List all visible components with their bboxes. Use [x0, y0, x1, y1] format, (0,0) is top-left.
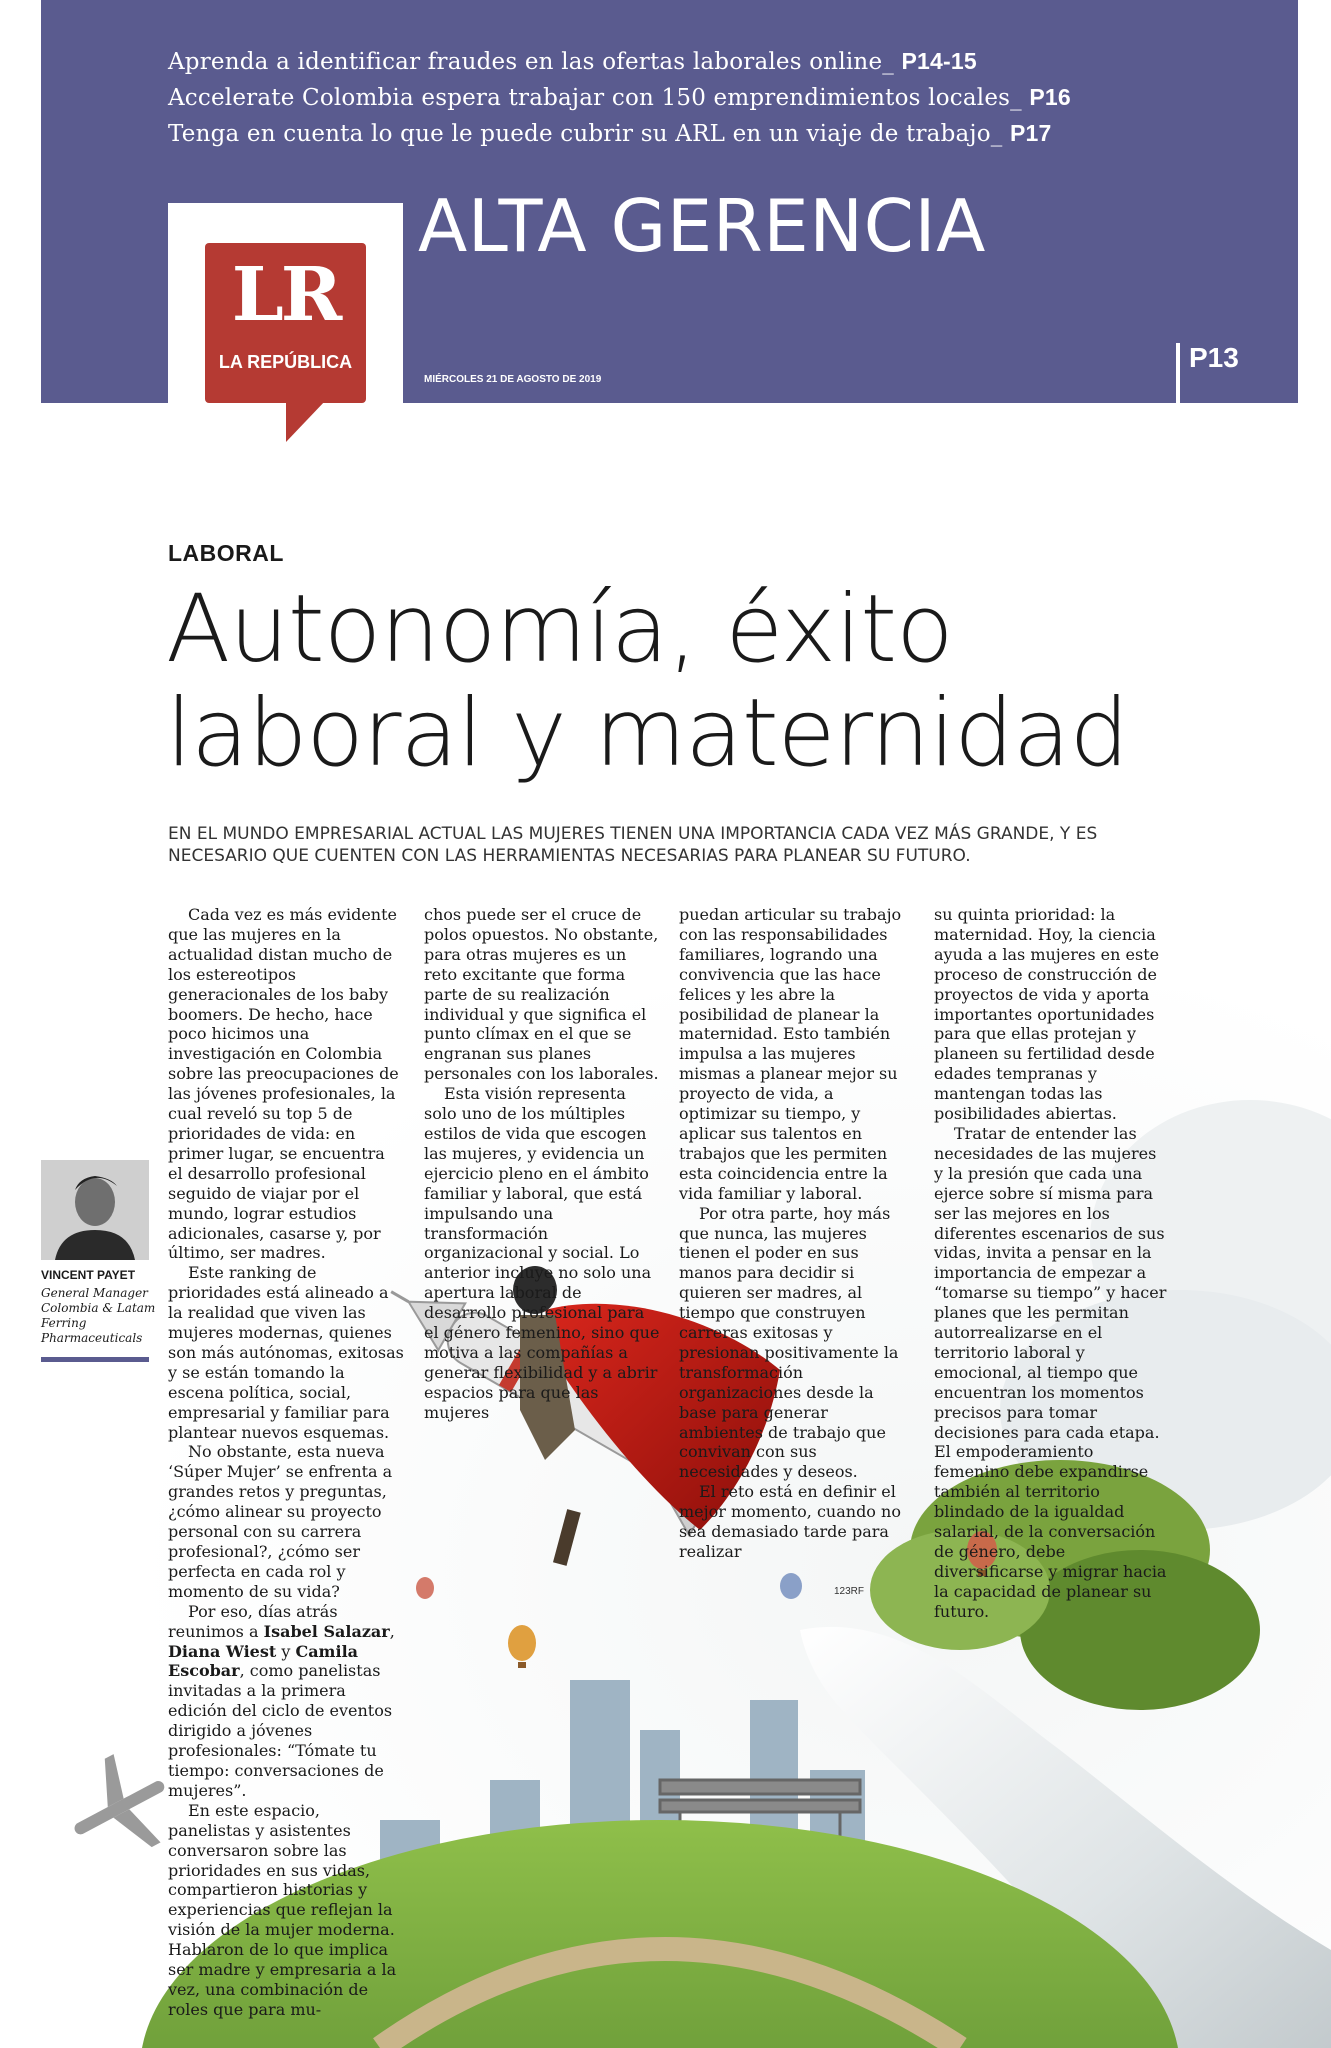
author-photo: [41, 1160, 149, 1260]
panelist-name: Diana Wiest: [168, 1641, 277, 1661]
article-column-2: [424, 905, 660, 1423]
paragraph: En este espacio, panelistas y asistentes conversaron sobre las prioridades en sus vidas, compartieron historias y experiencias que reflejan la visión de la mujer moderna. Hablaron de lo que implica ser madre y empresaria a la vez, una combinación de roles que para mu-: [168, 1800, 397, 2019]
paragraph: No obstante, esta nueva ‘Súper Mujer’ se enfrenta a grandes retos y preguntas, ¿cómo alinear su proyecto personal con su carrera profesional?, ¿cómo ser perfecta en cada rol y momento de su vida?: [168, 1442, 393, 1601]
teaser-accelerate[interactable]: Accelerate Colombia espera trabajar con 150 emprendimientos locales_ P16: [168, 84, 1071, 111]
author-title: General Manager Colombia & Latam Ferring Pharmaceuticals: [41, 1286, 156, 1345]
paragraph: Esta visión representa solo uno de los múltiples estilos de vida que escogen las mujeres, y evidencia un ejercicio pleno en el ámbito familiar y laboral, que está impulsando una transformación organizacional y social. Lo anterior incluye no solo una apertura laboral de desarrollo profesional para el género femenino, sino que motiva a las compañías a generar flexibilidad y a abrir espacios para que las mujeres: [424, 1084, 660, 1422]
logo-speech-tail: [286, 400, 326, 442]
paragraph: chos puede ser el cruce de polos opuestos. No obstante, para otras mujeres es un reto excitante que forma parte de su realización individual y que significa el punto clímax en el que se engranan sus planes personales con los laborales.: [424, 905, 659, 1084]
article-headline: Autonomía, éxito laboral y maternidad: [166, 575, 1129, 788]
paragraph: El reto está en definir el mejor momento, cuando no sea demasiado tarde para realizar: [679, 1482, 901, 1561]
article-kicker: LABORAL: [168, 540, 284, 566]
paragraph: Por eso, días atrás reunimos a Isabel Salazar, Diana Wiest y Camila Escobar, como panelistas invitadas a la primera edición del ciclo de eventos dirigido a jóvenes profesionales: “Tómate tu tiempo: conversaciones de mujeres”.: [168, 1601, 395, 1800]
teaser-arl[interactable]: Tenga en cuenta lo que le puede cubrir su ARL en un viaje de trabajo_ P17: [168, 120, 1052, 147]
article-column-3: [679, 905, 915, 1562]
article-deck: EN EL MUNDO EMPRESARIAL ACTUAL LAS MUJERES TIENEN UNA IMPORTANCIA CADA VEZ MÁS GRANDE, Y ES NECESARIO QUE CUENTEN CON LAS HERRAMIENTAS NECESARIAS PARA PLANEAR SU FUTURO.: [168, 824, 1098, 866]
hot-air-balloon: [416, 1577, 434, 1599]
paragraph: Este ranking de prioridades está alineado a la realidad que viven las mujeres modernas, quienes son más autónomas, exitosas y se están tomando la escena política, social, empresarial y familiar para plantear nuevos esquemas.: [168, 1263, 404, 1442]
publication-date: MIÉRCOLES 21 DE AGOSTO DE 2019: [424, 374, 602, 385]
panelist-name: Isabel Salazar: [263, 1621, 390, 1641]
teaser-page-ref: P17: [1010, 120, 1052, 146]
paragraph: su quinta prioridad: la maternidad. Hoy, la ciencia ayuda a las mujeres en este proceso de construcción de proyectos de vida y aporta importantes oportunidades para que ellas protejan y planeen su fertilidad desde edades tempranas y mantengan todas las posibilidades abiertas.: [934, 905, 1160, 1124]
panelist-name: Camila Escobar: [168, 1641, 359, 1681]
page-number-divider: [1176, 343, 1180, 403]
author-divider: [41, 1357, 149, 1362]
logo-initials: LR: [231, 252, 340, 338]
teaser-page-ref: P16: [1029, 84, 1071, 110]
teaser-fraudes[interactable]: Aprenda a identificar fraudes en las ofertas laborales online_ P14-15: [168, 48, 977, 75]
logo-name: LA REPÚBLICA: [218, 352, 353, 372]
hot-air-balloon: [780, 1573, 802, 1599]
paragraph: Por otra parte, hoy más que nunca, las mujeres tienen el poder en sus manos para decidir si quieren ser madres, al tiempo que construyen carreras exitosas y presionan positivamente la transformación organizaciones desde la base para generar ambientes de trabajo que convivan con sus necesidades y deseos.: [679, 1203, 899, 1482]
article-column-4: [934, 905, 1170, 1622]
teaser-page-ref: P14-15: [901, 48, 977, 74]
page-number: P13: [1189, 342, 1239, 373]
paragraph: Tratar de entender las necesidades de las mujeres y la presión que cada una ejerce sobre sí misma para ser las mejores en los diferentes escenarios de sus vidas, invita a pensar en la importancia de empezar a “tomarse su tiempo” y hacer planes que les permitan autorrealizarse en el territorio laboral y emocional, al tiempo que encuentran los momentos precisos para tomar decisiones para cada etapa. El empoderamiento femenino debe expandirse también al territorio blindado de la igualdad salarial, de la conversación de género, debe diversificarse y migrar hacia la capacidad de planear su futuro.: [934, 1123, 1167, 1621]
paragraph: puedan articular su trabajo con las responsabilidades familiares, logrando una convivencia que las hace felices y les abre la posibilidad de planear la maternidad. Esto también impulsa a las mujeres mismas a planear mejor su proyecto de vida, a optimizar su tiempo, y aplicar sus talentos en trabajos que les permiten esta coincidencia entre la vida familiar y laboral.: [679, 905, 902, 1203]
article-column-1: [168, 905, 404, 2020]
paragraph: Cada vez es más evidente que las mujeres en la actualidad distan mucho de los estereotipos generacionales de los baby boomers. De hecho, hace poco hicimos una investigación en Colombia sobre las preocupaciones de las jóvenes profesionales, la cual reveló su top 5 de prioridades de vida: en primer lugar, se encuentra el desarrollo profesional seguido de viajar por el mundo, lograr estudios adicionales, casarse y, por último, ser madres.: [168, 905, 399, 1263]
section-title: ALTA GERENCIA: [418, 184, 986, 268]
image-credit: 123RF: [834, 1586, 865, 1597]
author-name: VINCENT PAYET: [41, 1268, 136, 1282]
